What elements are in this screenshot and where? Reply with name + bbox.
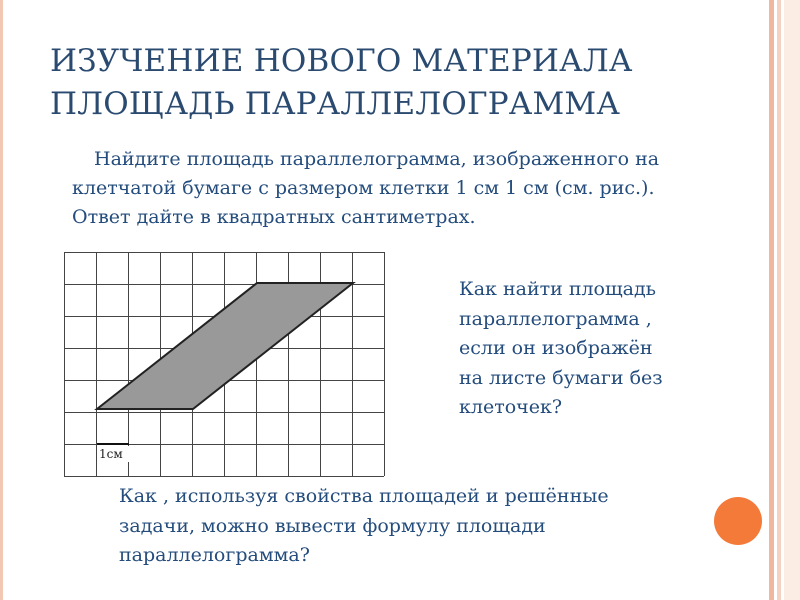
question-line-1: Как найти площадь: [459, 278, 657, 300]
accent-circle: [714, 497, 762, 545]
bottom-question: [119, 482, 699, 571]
right-border-stripe: [777, 0, 781, 600]
title-line-2: ПЛОЩАДЬ ПАРАЛЛЕЛОГРАММА: [50, 86, 621, 122]
task-line-1: Найдите площадь параллелограмма, изображенного на: [94, 148, 660, 170]
scale-label: 1см: [99, 447, 123, 461]
grid-figure: [60, 248, 390, 480]
bottom-line-1: Как , используя свойства площадей и решённые: [119, 485, 609, 507]
question-line-4: на листе бумаги без: [459, 366, 663, 389]
question-line-2: параллелограмма ,: [459, 307, 652, 330]
left-border-stripe: [0, 0, 3, 600]
title-line-1: ИЗУЧЕНИЕ НОВОГО МАТЕРИАЛА: [50, 43, 633, 79]
side-question: [459, 275, 719, 423]
right-border-stripe: [769, 0, 774, 600]
task-text: [72, 145, 752, 232]
right-border-stripe: [784, 0, 800, 600]
task-line-2: клетчатой бумаге с размером клетки 1 см 1 см (см. рис.).: [72, 177, 655, 199]
bottom-line-2: задачи, можно вывести формулу площади: [119, 514, 546, 537]
bottom-line-3: параллелограмма?: [119, 544, 310, 566]
question-line-3: если он изображён: [459, 337, 653, 359]
question-line-5: клеточек?: [459, 396, 563, 418]
task-line-3: Ответ дайте в квадратных сантиметрах.: [72, 206, 476, 228]
slide-title: [50, 40, 750, 126]
